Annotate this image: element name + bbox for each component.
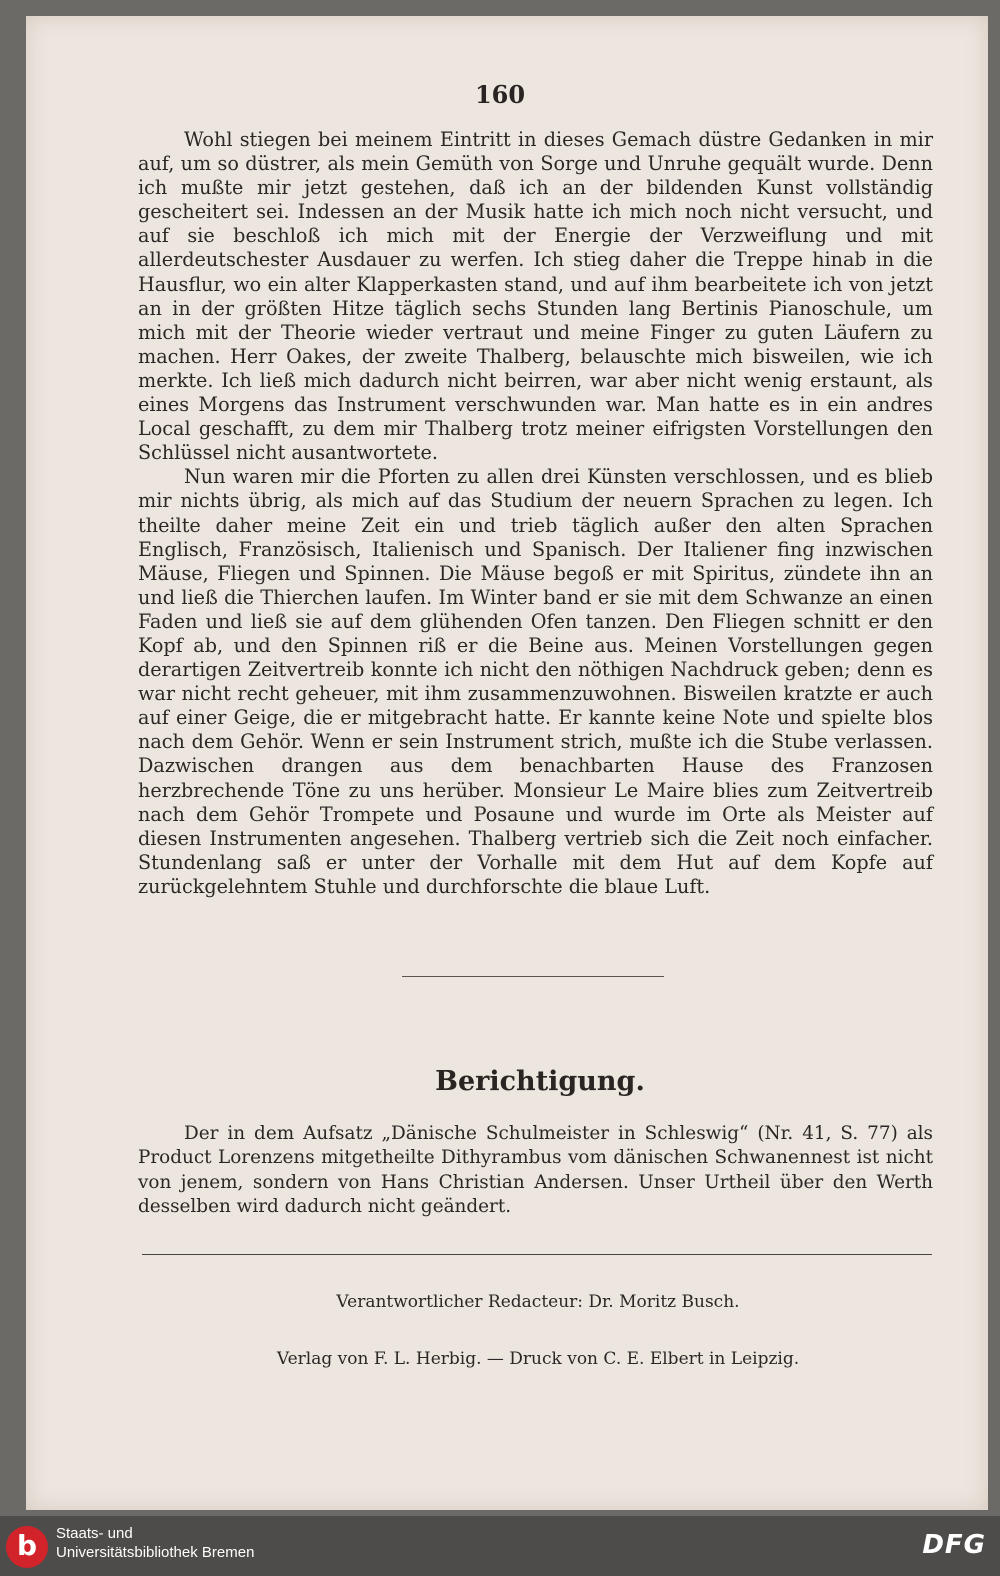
dfg-logo[interactable]: DFG [922, 1530, 986, 1560]
editor-line: Verantwortlicher Redacteur: Dr. Moritz Busch. [336, 1292, 740, 1312]
correction-notice [138, 1122, 933, 1219]
library-name-line2: Universitätsbibliothek Bremen [56, 1544, 255, 1561]
library-logo-icon[interactable]: b [6, 1526, 48, 1568]
library-name[interactable] [56, 1524, 254, 1562]
correction-title: Berichtigung. [435, 1066, 645, 1097]
correction-text: Der in dem Aufsatz „Dänische Schulmeister in Schleswig“ (Nr. 41, S. 77) als Product Lorenzens mitgetheilte Dithyrambus vom dänischen Schwanennest ist nicht von jenem, sondern von Hans Christian Andersen. Unser Urtheil über den Werth desselben wird dadurch nicht geändert. [138, 1123, 933, 1217]
publisher-line: Verlag von F. L. Herbig. — Druck von C. E. Elbert in Leipzig. [276, 1349, 800, 1369]
article-body [138, 128, 933, 899]
imprint-rule [142, 1254, 932, 1255]
library-name-line1: Staats- und [56, 1525, 133, 1542]
section-separator [402, 976, 664, 977]
paragraph-1: Wohl stiegen bei meinem Eintritt in dieses Gemach düstre Gedanken in mir auf, um so düstrer, als mein Gemüth von Sorge und Unruhe gequält wurde. Denn ich mußte mir jetzt gestehen, daß ich an der bildenden Kunst vollständig gescheitert sei. Indessen an der Musik hatte ich mich noch nicht versucht, und auf sie beschloß ich mich mit der Energie der Verzweiflung und mit allerdeutschester Ausdauer zu werfen. Ich stieg daher die Treppe hinab in die Hausflur, wo ein alter Klapperkasten stand, und auf ihm bearbeitete ich von jetzt an in der größten Hitze täglich sechs Stunden lang Bertinis Pianoschule, um mich mit der Theorie wieder vertraut und meine Finger zu guten Läufern zu machen. Herr Oakes, der zweite Thalberg, belauschte mich bisweilen, wie ich merkte. Ich ließ mich dadurch nicht beirren, war aber nicht wenig erstaunt, als eines Morgens das Instrument verschwunden war. Man hatte es in ein andres Local geschafft, zu dem mir Thalberg trotz meiner eifrigsten Vorstellungen den Schlüssel nicht ausantwortete. [138, 128, 933, 465]
viewer-footer [0, 1516, 1000, 1576]
page-number: 160 [474, 80, 526, 109]
paragraph-2: Nun waren mir die Pforten zu allen drei Künsten verschlossen, und es blieb mir nichts übrig, als mich auf das Studium der neuern Sprachen zu legen. Ich theilte daher meine Zeit ein und trieb täglich außer den alten Sprachen Englisch, Französisch, Italienisch und Spanisch. Der Italiener fing inzwischen Mäuse, Fliegen und Spinnen. Die Mäuse begoß er mit Spiritus, zündete ihn an und ließ die Thierchen laufen. Im Winter band er sie mit dem Schwanze an einen Faden und ließ sie auf dem glühenden Ofen tanzen. Den Fliegen schnitt er den Kopf ab, und den Spinnen riß er die Beine aus. Meinen Vorstellungen gegen derartigen Zeitvertreib konnte ich nicht den nöthigen Nachdruck geben; denn es war nicht recht geheuer, mit ihm zusammenzuwohnen. Bisweilen kratzte er auch auf einer Geige, die er mitgebracht hatte. Er kannte keine Note und spielte blos nach dem Gehör. Wenn er sein Instrument strich, mußte ich die Stube verlassen. Dazwischen drangen aus dem benachbarten Hause des Franzosen herzbrechende Töne zu uns herüber. Monsieur Le Maire blies zum Zeitvertreib nach dem Gehör Trompete und Posaune und wurde im Orte als Meister auf diesen Instrumenten angesehen. Thalberg vertrieb sich die Zeit noch einfacher. Stundenlang saß er unter der Vorhalle mit dem Hut auf dem Kopfe auf zurückgelehntem Stuhle und durchforschte die blaue Luft. [138, 465, 933, 898]
